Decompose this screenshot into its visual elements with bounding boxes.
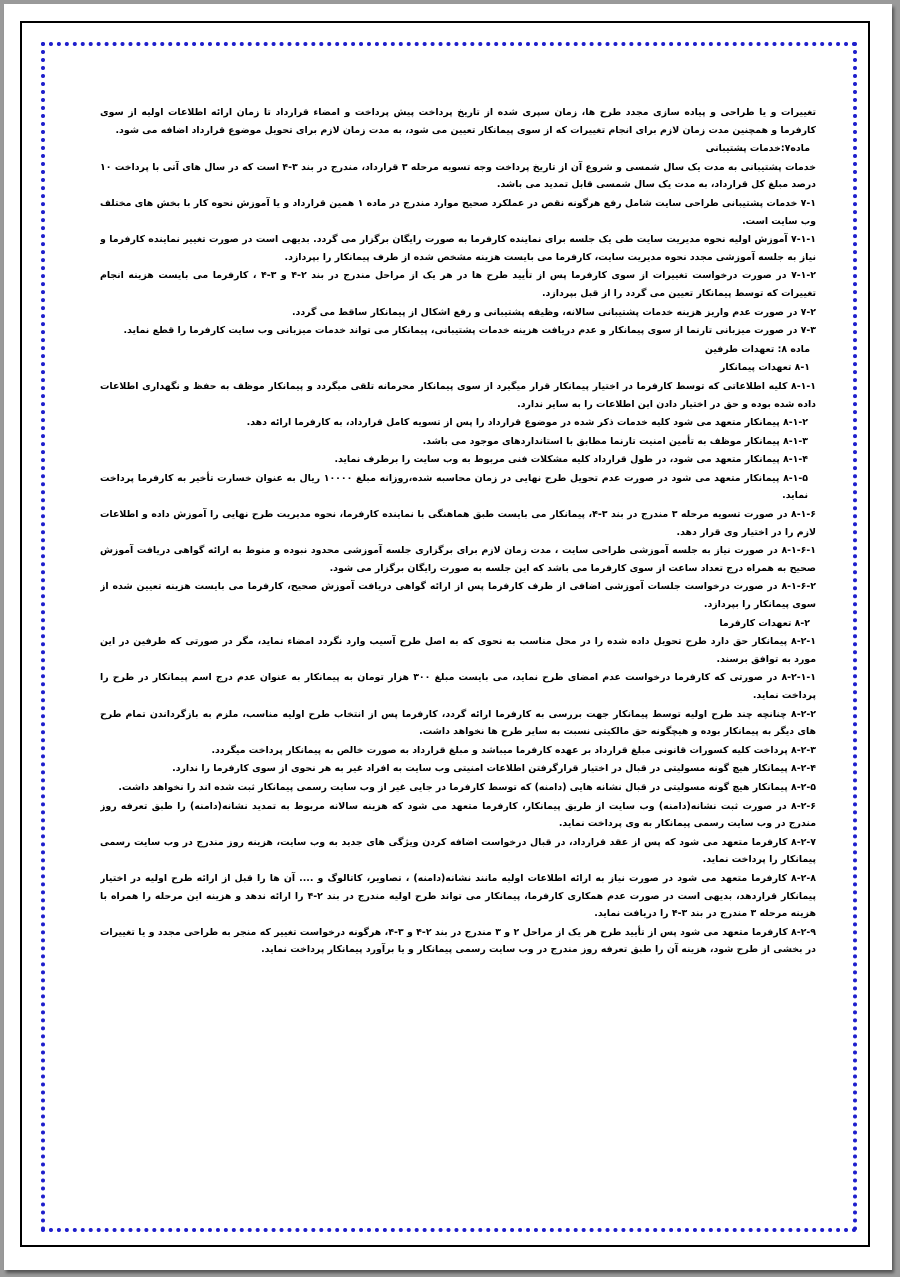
section-heading: ماده۷:خدمات پشتیبانی: [705, 143, 810, 155]
section-heading: ۸-۲ تعهدات کارفرما: [719, 617, 810, 629]
document-paragraph: ۷-۱-۱ آموزش اولیه نحوه مدیریت سایت طی یک جلسه برای نماینده کارفرما به صورت رایگان برگزار می گردد. بدیهی است در صورت تغییر نماینده کارفرما و نیاز به جلسه آموزشی مجدد نحوه مدیریت سایت، کارفرما می بایست هزینه مشخص شده از طرف پیمانکار را بپردازد.: [100, 234, 816, 263]
document-paragraph: ۸-۲-۱-۱ در صورتی که کارفرما درخواست عدم امضای طرح نماید، می بایست مبلغ ۳۰۰ هزار تومان به پیمانکار به عنوان عدم درج اسم پیمانکار در طرح را پرداخت نماید.: [100, 672, 816, 701]
document-paragraph: ۸-۱-۵ پیمانکار متعهد می شود در صورت عدم تحویل طرح نهایی در زمان محاسبه شده،روزانه مبلغ ۱۰۰۰۰ ریال به عنوان خسارت تأخیر به کارفرما پرداخت نماید.: [100, 472, 809, 502]
document-paragraph: ۸-۲-۲ چنانچه چند طرح اولیه توسط پیمانکار جهت بررسی به کارفرما ارائه گردد، کارفرما پس از انتخاب طرح اولیه مناسب، ملزم به بازگرداندن تمام طرح های دیگر به پیمانکار بوده و هیچگونه حق مالکیتی نسبت به سایر طرح ها نخواهد داشت.: [100, 708, 816, 738]
document-paragraph: ۸-۲-۴ پیمانکار هیچ گونه مسولیتی در قبال در اختیار قرارگرفتن اطلاعات امنیتی وب سایت به افراد غیر به هر نحوی از سوی کارفرما را ندارد.: [172, 763, 816, 775]
document-paragraph: ۸-۱-۳ پیمانکار موظف به تأمین امنیت تارنما مطابق با استانداردهای موجود می باشد.: [422, 435, 808, 447]
document-paragraph: ۸-۱-۱ کلیه اطلاعاتی که توسط کارفرما در اختیار پیمانکار قرار میگیرد از سوی پیمانکار محرمانه تلقی میگردد و پیمانکار موظف به حفظ و نگهداری اطلاعات داده شده بوده و حق در اختیار دادن این اطلاعات را به سایر ندارد.: [100, 380, 816, 410]
section-heading: ماده ۸: تعهدات طرفین: [704, 343, 810, 355]
document-paragraph: ۷-۲ در صورت عدم واریز هزینه خدمات پشتیبانی سالانه، وظیفه پشتیبانی و رفع اشکال از پیمانکار ساقط می گردد.: [292, 306, 816, 318]
document-paragraph: ۸-۲-۵ پیمانکار هیچ گونه مسولیتی در قبال نشانه هایی (دامنه) که توسط کارفرما در جایی غیر از وب سایت رسمی پیمانکار ثبت شده اند را نخواهد داشت.: [118, 781, 816, 793]
document-paragraph: ۷-۳ در صورت میزبانی تارنما از سوی پیمانکار و عدم دریافت هزینه خدمات پشتیبانی، پیمانکار می تواند خدمات میزبانی وب سایت کارفرما را قطع نماید.: [123, 325, 816, 337]
document-paragraph: ۸-۲-۶ در صورت ثبت نشانه(دامنه) وب سایت از طریق پیمانکار، کارفرما متعهد می شود که هزینه سالانه مربوط به تمدید نشانه(دامنه) را طبق تعرفه روز مندرج در وب سایت رسمی پیمانکار به وی پرداخت نماید.: [100, 800, 816, 830]
section-heading: ۸-۱ تعهدات پیمانکار: [720, 362, 810, 374]
document-paragraph: ۸-۲-۹ کارفرما متعهد می شود پس از تأیید طرح هر یک از مراحل ۲ و ۳ مندرج در بند ۲-۴ و ۳-۴، هرگونه درخواست تغییر که منجر به طراحی مجدد و یا تغییرات در بخشی از طرح شود، هزینه آن را طبق تعرفه روز مندرج در وب سایت رسمی پیمانکار و یا برآورد پیمانکار پرداخت نماید.: [100, 926, 816, 956]
document-paragraph: ۸-۱-۶-۱ در صورت نیاز به جلسه آموزشی طراحی سایت ، مدت زمان لازم برای برگزاری جلسه آموزشی محدود نبوده و منوط به ارائه گواهی دریافت آموزش صحیح به همراه درج تعداد ساعت از سوی کارفرما می باشد که این جلسه به صورت رایگان برگزار می شود.: [100, 545, 816, 574]
document-paragraph: ۸-۲-۷ کارفرما متعهد می شود که پس از عقد قرارداد، در قبال درخواست اضافه کردن ویژگی های جدید به وب سایت، هزینه روز مندرج در وب سایت رسمی پیمانکار را پرداخت نماید.: [100, 836, 816, 866]
document-paragraph: تغییرات و یا طراحی و پیاده سازی مجدد طرح ها، زمان سپری شده از تاریخ پرداخت پیش پرداخت و امضاء قرارداد تا زمان ارائه اطلاعات اولیه از سوی کارفرما و همچنین مدت زمان لازم برای انجام تغییرات که از سوی پیمانکار تعیین می شود، به مدت زمان لازم برای تحویل موضوع قرارداد اضافه می شود.: [100, 107, 816, 136]
document-paragraph: ۸-۲-۸ کارفرما متعهد می شود در صورت نیاز به ارائه اطلاعات اولیه مانند نشانه(دامنه) ، تصاویر، کاتالوگ و .... آن ها را قبل از ارائه طرح اولیه در اختیار پیمانکار قراردهد، بدیهی است در صورت عدم همکاری کارفرما، پیمانکار می تواند طرح اولیه مندرج در بند ۲-۴ را ارائه ندهد و هزینه این مرحله را همراه با هزینه مرحله ۳ مندرج در بند ۳-۴ را دریافت نماید.: [100, 872, 816, 920]
document-paragraph: ۸-۲-۳ پرداخت کلیه کسورات قانونی مبلغ قرارداد بر عهده کارفرما میباشد و مبلغ قرارداد به صورت خالص به پیمانکار پرداخت میگردد.: [211, 744, 816, 756]
document-paragraph: ۸-۱-۶ در صورت تسویه مرحله ۳ مندرج در بند ۳-۴، پیمانکار می بایست طبق هماهنگی با نماینده کارفرما، نحوه مدیریت طرح نهایی را آموزش داده و اطلاعات لازم را در اختیار وی قرار دهد.: [100, 509, 816, 538]
document-paragraph: ۸-۲-۱ پیمانکار حق دارد طرح تحویل داده شده را در محل مناسب به نحوی که به اصل طرح آسیب وارد نگردد امضاء نماید، مگر در صورتی که طرفین در این مورد به توافق برسند.: [100, 636, 816, 665]
document-paragraph: ۸-۱-۲ پیمانکار متعهد می شود کلیه خدمات ذکر شده در موضوع قرارداد را پس از تسویه کامل قرارداد، به کارفرما ارائه دهد.: [246, 417, 808, 429]
document-page: [4, 4, 892, 1270]
document-paragraph: ۷-۱-۲ در صورت درخواست تغییرات از سوی کارفرما پس از تأیید طرح ها در هر یک از مراحل مندرج در بند ۲-۴ و ۳-۴ ، کارفرما می بایست هزینه انجام تغییرات که توسط پیمانکار تعیین می گردد را از قبل بپردازد.: [100, 270, 816, 299]
document-paragraph: ۸-۱-۶-۲ در صورت درخواست جلسات آموزشی اضافی از طرف کارفرما پس از ارائه گواهی دریافت آموزش صحیح، کارفرما می بایست هزینه تعیین شده از سوی پیمانکار را بپردازد.: [100, 581, 816, 611]
document-paragraph: خدمات پشتیبانی به مدت یک سال شمسی و شروع آن از تاریخ پرداخت وجه تسویه مرحله ۳ قرارداد، مندرج در بند ۳-۴ است که در سال های آتی با پرداخت ۱۰ درصد مبلغ کل قرارداد، به مدت یک سال شمسی قابل تمدید می باشد.: [100, 161, 816, 191]
document-body: [100, 104, 816, 1184]
document-paragraph: ۷-۱ خدمات پشتیبانی طراحی سایت شامل رفع هرگونه نقص در عملکرد صحیح موارد مندرج در ماده ۱ همین قرارداد و یا آموزش نحوه کار با بخش های مختلف وب سایت است.: [100, 197, 816, 227]
document-paragraph: ۸-۱-۴ پیمانکار متعهد می شود، در طول قرارداد کلیه مشکلات فنی مربوط به وب سایت را برطرف نماید.: [334, 454, 808, 466]
